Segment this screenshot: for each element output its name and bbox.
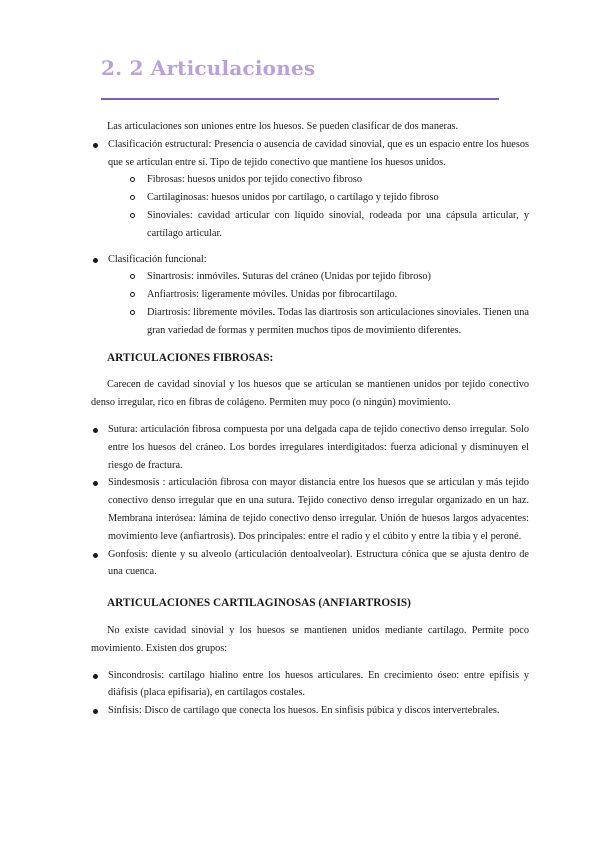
list-item — [91, 251, 529, 340]
list-item: Gonfosis: diente y su alveolo (articulación dentoalveolar). Estructura cónica que se ajusta dentro de una cuenca. — [91, 546, 529, 582]
intro-paragraph: Las articulaciones son uniones entre los huesos. Se pueden clasificar de dos maneras. — [107, 121, 459, 132]
title-divider — [101, 98, 499, 100]
fibrosas-heading: ARTICULACIONES FIBROSAS: — [107, 351, 274, 364]
page-title: 2. 2 Articulaciones — [101, 56, 316, 80]
list-item: Sinoviales: cavidad articular con líquido sinovial, rodeada por una cápsula articular, y cartílago articular. — [128, 207, 529, 243]
list-item: Fibrosas: huesos unidos por tejido conectivo fibroso — [128, 171, 529, 189]
cartilaginosas-list — [91, 667, 529, 720]
fibrosas-paragraph: Carecen de cavidad sinovial y los huesos que se articulan se mantienen unidos por tejido conectivo denso irregular, rico en fibras de colágeno. Permiten muy poco (o ningún) movimiento. — [91, 379, 529, 409]
fibrosas-list — [91, 421, 529, 581]
list-item: Sinartrosis: inmóviles. Suturas del cráneo (Unidas por tejido fibroso) — [128, 268, 529, 286]
list-item: Diartrosis: libremente móviles. Todas las diartrosis son articulaciones sinoviales. Tienen una gran variedad de formas y permiten muchos tipos de movimiento diferentes. — [128, 304, 529, 340]
list-item: Sínfisis: Disco de cartílago que conecta los huesos. En sínfisis púbica y discos intervertebrales. — [91, 702, 529, 720]
cartilaginosas-heading: ARTICULACIONES CARTILAGINOSAS (ANFIARTROSIS) — [107, 597, 411, 610]
structural-sublist — [108, 171, 529, 242]
list-item: Sutura: articulación fibrosa compuesta por una delgada capa de tejido conectivo denso irregular. Solo entre los huesos del cráneo. Los bordes irregulares interdigitados: fuerza adicional y disminuyen el riesgo de fractura. — [91, 421, 529, 474]
list-item: Anfiartrosis: ligeramente móviles. Unidas por fibrocartílago. — [128, 286, 529, 304]
list-item — [91, 136, 529, 243]
classification-list — [91, 136, 529, 340]
list-item: Cartilaginosas: huesos unidos por cartílago, o cartílago y tejido fibroso — [128, 189, 529, 207]
document-body — [91, 118, 529, 720]
structural-classification-text: Clasificación estructural: Presencia o ausencia de cavidad sinovial, que es un espacio entre los huesos que se articulan entre sí. Tipo de tejido conectivo que mantiene los huesos unidos. — [108, 138, 529, 168]
list-item: Sincondrosis: cartílago hialino entre los huesos articulares. En crecimiento óseo: entre epífisis y diáfisis (placa epifisaria), en cartílagos costales. — [91, 667, 529, 703]
list-item: Sindesmosis : articulación fibrosa con mayor distancia entre los huesos que se articulan y más tejido conectivo denso irregular que en una sutura. Tejido conectivo denso irregular organizado en un haz. Membrana interósea: lámina de tejido conectivo denso irregular. Unión de huesos largos adyacentes: movimiento leve (anfiartrosis). Dos principales: entre el radio y el cúbito y entre la tibia y el peroné. — [91, 474, 529, 545]
functional-sublist — [108, 268, 529, 339]
functional-classification-text: Clasificación funcional: — [108, 253, 207, 265]
cartilaginosas-paragraph: No existe cavidad sinovial y los huesos se mantienen unidos mediante cartílago. Permite poco movimiento. Existen dos grupos: — [91, 624, 529, 654]
